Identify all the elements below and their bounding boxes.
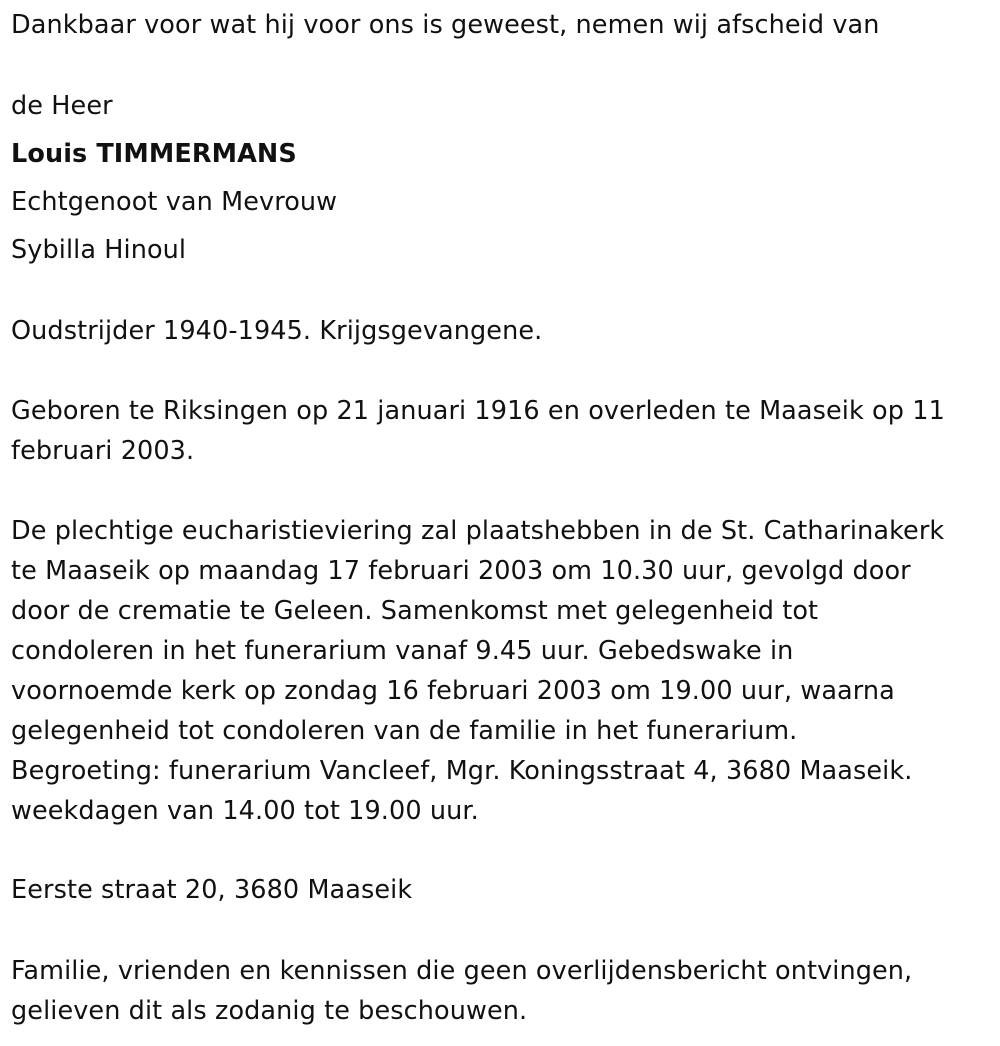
ceremony-line: weekdagen van 14.00 tot 19.00 uur. <box>11 796 479 826</box>
spouse-line-1: Echtgenoot van Mevrouw <box>11 187 338 217</box>
birth-death-line: Geboren te Riksingen op 21 januari 1916 en overleden te Maaseik op 11 <box>11 396 945 426</box>
ceremony-line: condoleren in het funerarium vanaf 9.45 uur. Gebedswake in <box>11 636 794 666</box>
ceremony-line: door de crematie te Geleen. Samenkomst met gelegenheid tot <box>11 596 819 626</box>
ceremony-line: gelegenheid tot condoleren van de familie in het funerarium. <box>11 716 798 746</box>
spouse-line-2: Sybilla Hinoul <box>11 235 187 265</box>
address-text: Eerste straat 20, 3680 Maaseik <box>11 875 413 905</box>
deceased-name: Louis TIMMERMANS <box>11 139 297 169</box>
birth-death-line: februari 2003. <box>11 436 195 466</box>
closing-line: gelieven dit als zodanig te beschouwen. <box>11 996 528 1026</box>
intro-text: Dankbaar voor wat hij voor ons is geweest, nemen wij afscheid van <box>11 10 880 40</box>
closing-paragraph <box>11 951 912 1031</box>
birth-death-paragraph <box>11 391 945 471</box>
ceremony-line: voornoemde kerk op zondag 16 februari 2003 om 19.00 uur, waarna <box>11 676 895 706</box>
ceremony-line: De plechtige eucharistieviering zal plaatshebben in de St. Catharinakerk <box>11 516 945 546</box>
ceremony-line: te Maaseik op maandag 17 februari 2003 om 10.30 uur, gevolgd door <box>11 556 911 586</box>
ceremony-line: Begroeting: funerarium Vancleef, Mgr. Koningsstraat 4, 3680 Maaseik. <box>11 756 913 786</box>
veteran-text: Oudstrijder 1940-1945. Krijgsgevangene. <box>11 316 543 346</box>
ceremony-paragraph <box>11 511 944 831</box>
closing-line: Familie, vrienden en kennissen die geen overlijdensbericht ontvingen, <box>11 956 913 986</box>
title-prefix: de Heer <box>11 91 113 121</box>
